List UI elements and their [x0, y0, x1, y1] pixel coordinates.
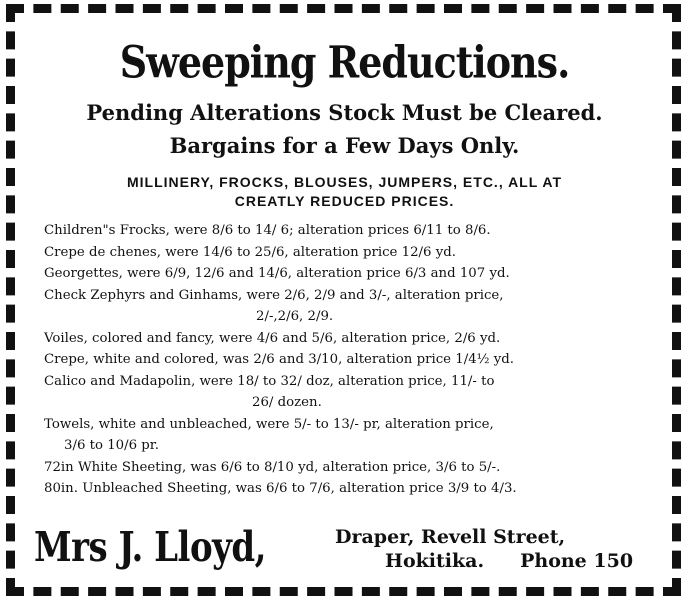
list-item: Children"s Frocks, were 8/6 to 14/ 6; alteration prices 6/11 to 8/6.	[44, 223, 491, 238]
shop-address	[335, 526, 667, 574]
advertisement	[22, 18, 667, 584]
headline: Sweeping Reductions.	[119, 36, 570, 88]
list-item: Crepe, white and colored, was 2/6 and 3/10, alteration price 1/4½ yd.	[44, 352, 515, 367]
trade-street: Draper, Revell Street,	[335, 526, 566, 548]
list-item: Towels, white and unbleached, were 5/- to 13/- pr, alteration price,	[44, 416, 494, 432]
city: Hokitika.	[385, 550, 485, 572]
list-item: Georgettes, were 6/9, 12/6 and 14/6, alteration price 6/3 and 107 yd.	[44, 266, 510, 281]
list-item-continuation: 26/ dozen.	[252, 395, 322, 410]
proprietor-name: Mrs J. Lloyd,	[34, 524, 267, 572]
list-item: Check Zephyrs and Ginhams, were 2/6, 2/9 and 3/-, alteration price,	[44, 287, 504, 303]
price-list	[44, 220, 669, 500]
list-item: Crepe de chenes, were 14/6 to 25/6, alteration price 12/6 yd.	[44, 244, 456, 260]
city-phone-row	[335, 550, 667, 574]
list-item: Calico and Madapolin, were 18/ to 32/ doz, alteration price, 11/- to	[44, 373, 495, 389]
phone: Phone 150	[520, 550, 634, 572]
list-item: 80in. Unbleached Sheeting, was 6/6 to 7/6, alteration price 3/9 to 4/3.	[44, 481, 517, 496]
subheading-bargains: Bargains for a Few Days Only.	[169, 133, 520, 158]
subheading-stock-cleared: Pending Alterations Stock Must be Cleared.	[86, 100, 603, 125]
list-item-continuation: 3/6 to 10/6 pr.	[64, 438, 159, 453]
caps-line-reduced: CREATLY REDUCED PRICES.	[234, 193, 455, 209]
list-item: 72in White Sheeting, was 6/6 to 8/10 yd, alteration price, 3/6 to 5/-.	[44, 459, 501, 475]
caps-line-millinery: MILLINERY, FROCKS, BLOUSES, JUMPERS, ETC., ALL AT	[126, 174, 563, 190]
list-item-continuation: 2/-,2/6, 2/9.	[256, 309, 334, 324]
list-item: Voiles, colored and fancy, were 4/6 and 5/6, alteration price, 2/6 yd.	[44, 330, 501, 346]
